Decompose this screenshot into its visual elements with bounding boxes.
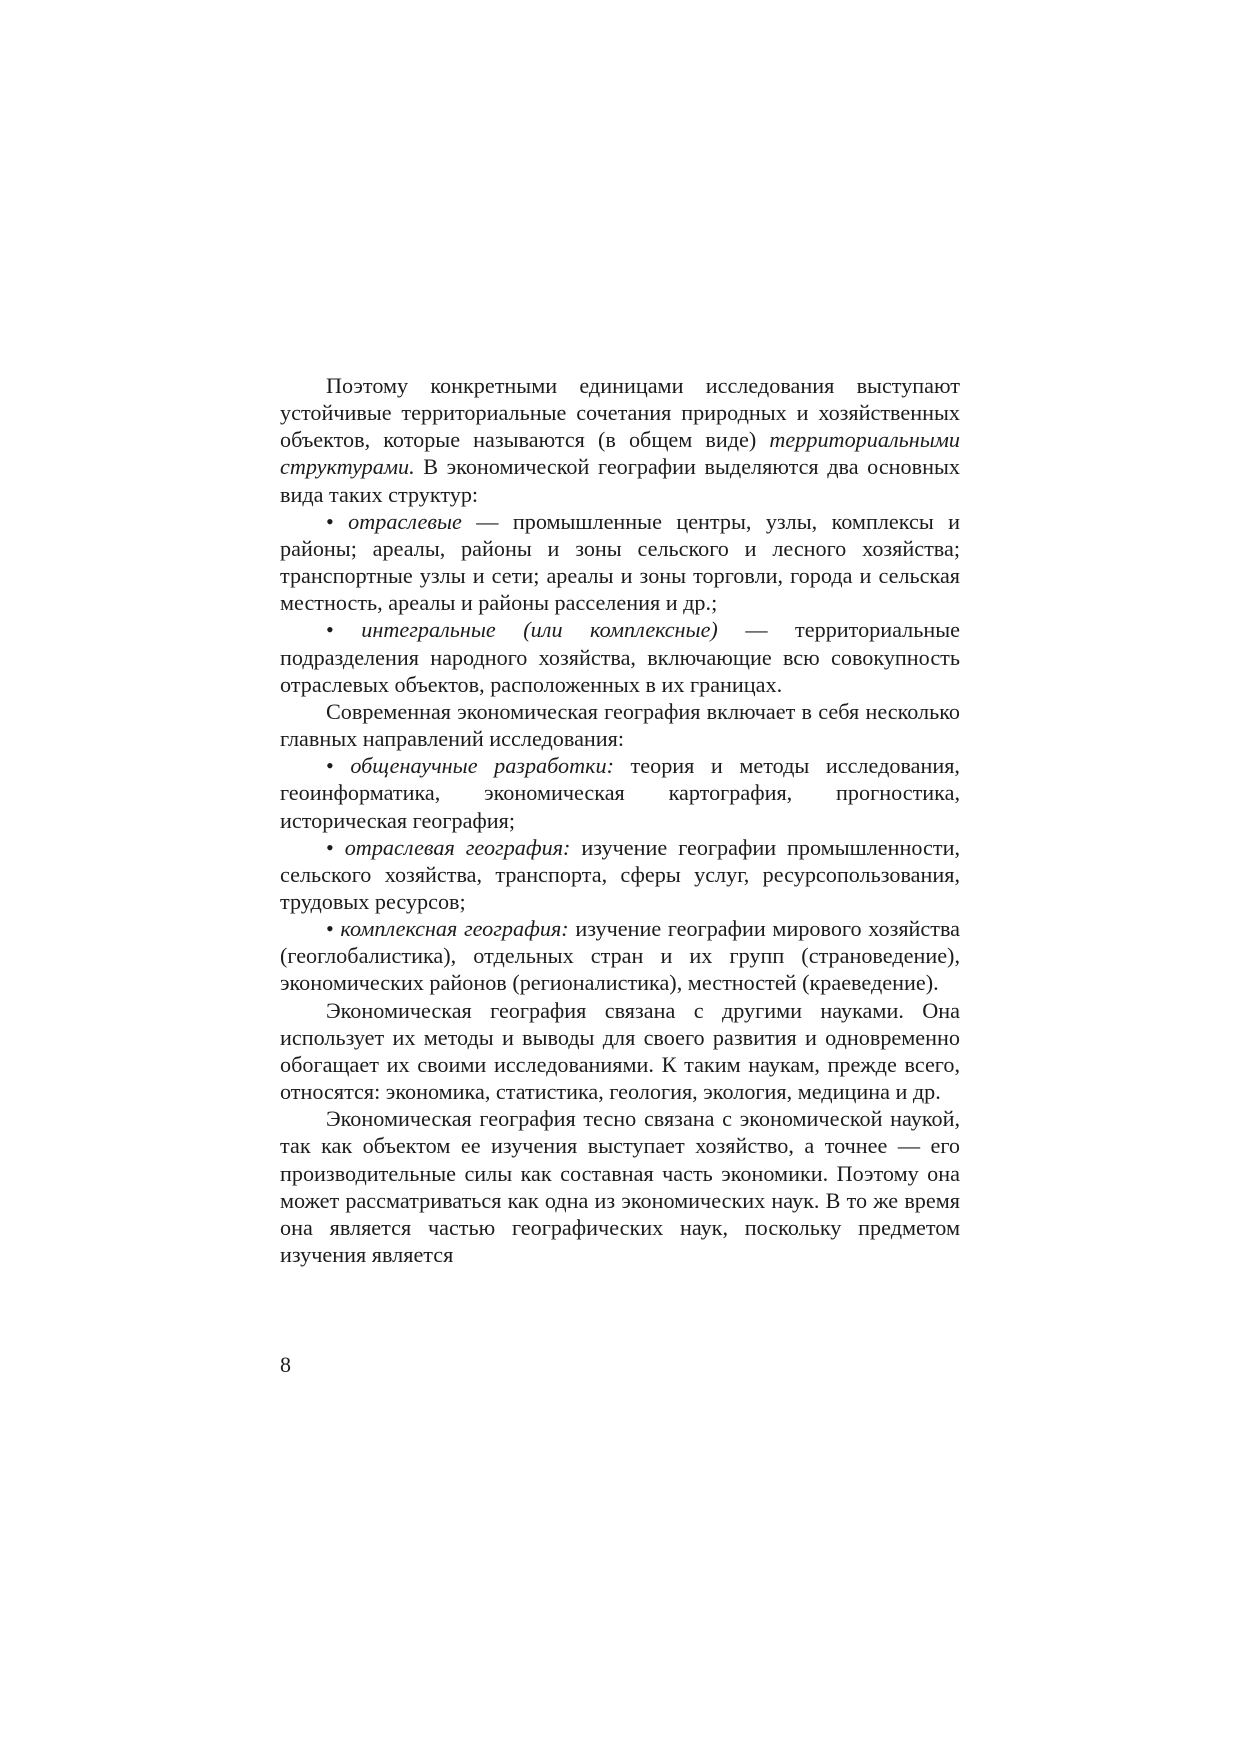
bullet-paragraph <box>280 915 960 996</box>
bullet-paragraph <box>280 834 960 915</box>
text-run: Поэтому конкретными единицами исследования выступают устойчивые территориальные сочетания природных и хозяйственных объектов, которые называются (в общем виде) <box>280 373 960 453</box>
paragraph <box>280 372 960 508</box>
paragraph <box>280 1105 960 1268</box>
paragraph <box>280 997 960 1106</box>
text-run: В экономической географии выделяются два основных вида таких структур: <box>280 454 960 507</box>
bullet-paragraph <box>280 616 960 697</box>
italic-term: отраслевая география: <box>344 834 571 860</box>
italic-term: интегральные (или комплексные) <box>361 617 718 643</box>
text-run: изучение географии промышленности, сельского хозяйства, транспорта, сферы услуг, ресурсопользования, трудовых ресурсов; <box>280 834 960 914</box>
page-body <box>280 372 960 1268</box>
italic-term: территориальными структурами. <box>280 427 960 480</box>
text-run: — промышленные центры, узлы, комплексы и районы; ареалы, районы и зоны сельского и лесного хозяйства; транспортные узлы и сети; ареалы и зоны торговли, города и сельская местность, ареалы и районы расселения и др.; <box>280 508 960 616</box>
italic-term: общенаучные разработки: <box>350 753 614 779</box>
text-run: теория и методы исследования, геоинформатика, экономическая картография, прогностика, историческая география; <box>280 753 960 833</box>
text-run: Современная экономическая география включает в себя несколько главных направлений исследования: <box>280 698 960 752</box>
bullet-paragraph <box>280 508 960 617</box>
paragraph <box>280 698 960 752</box>
text-run: — территориальные подразделения народного хозяйства, включающие всю совокупность отраслевых объектов, расположенных в их границах. <box>280 617 960 697</box>
bullet-paragraph <box>280 752 960 833</box>
text-run: Экономическая география связана с другими науками. Она использует их методы и выводы для своего развития и одновременно обогащает их своими исследованиями. К таким наукам, прежде всего, относятся: экономика, статистика, геология, экология, медицина и др. <box>280 997 960 1105</box>
italic-term: комплексная география: <box>340 916 569 942</box>
italic-term: отраслевые <box>348 508 462 534</box>
page-number: 8 <box>280 1352 291 1377</box>
text-run: Экономическая география тесно связана с экономической наукой, так как объектом ее изучения выступает хозяйство, а точнее — его производительные силы как составная часть экономики. Поэтому она может рассматриваться как одна из экономических наук. В то же время она является частью географических наук, поскольку предметом изучения является <box>280 1106 960 1267</box>
text-run: изучение географии мирового хозяйства (геоглобалистика), отдельных стран и их групп (страноведение), экономических районов (регионалистика), местностей (краеведение). <box>280 916 960 996</box>
